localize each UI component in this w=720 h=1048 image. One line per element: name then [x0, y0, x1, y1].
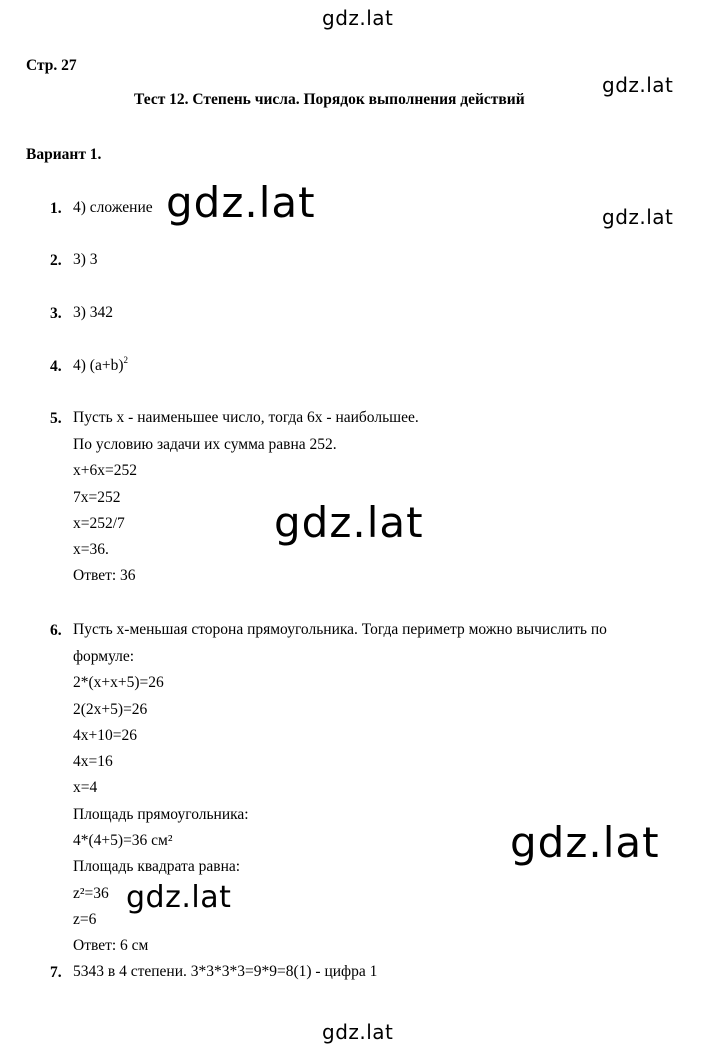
solution-5-answer: Ответ: 36 — [73, 567, 136, 584]
solution-5-line: x=36. — [73, 541, 109, 558]
solution-6-line: 4*(4+5)=36 см² — [73, 832, 173, 849]
item-number-6: 6. — [50, 622, 62, 639]
answer-4-base: 4) (a+b) — [73, 357, 124, 374]
solution-6-line: формуле: — [73, 648, 135, 665]
solution-6-line: x=4 — [73, 779, 98, 796]
solution-5-line: x+6x=252 — [73, 462, 137, 479]
solution-6-line: Пусть x-меньшая сторона прямоугольника. Тогда периметр можно вычислить по — [73, 621, 607, 638]
answer-1: 4) сложение — [73, 199, 153, 216]
watermark-right-2: gdz.lat — [602, 205, 674, 229]
answer-4 — [73, 357, 128, 375]
watermark-right-1: gdz.lat — [602, 73, 674, 97]
solution-6-line: 4x+10=26 — [73, 727, 137, 744]
answer-4-exponent: 2 — [123, 355, 128, 365]
answer-2: 3) 3 — [73, 251, 98, 268]
item-number-4: 4. — [50, 358, 62, 375]
watermark-middle-big: gdz.lat — [274, 498, 424, 547]
answer-7: 5343 в 4 степени. 3*3*3*3=9*9=8(1) - цифра 1 — [73, 963, 378, 980]
watermark-inline-big: gdz.lat — [166, 178, 316, 227]
solution-6-line: Площадь прямоугольника: — [73, 806, 249, 823]
solution-5-line: 7x=252 — [73, 489, 121, 506]
item-number-7: 7. — [50, 964, 62, 981]
page-number: Стр. 27 — [26, 57, 77, 74]
watermark-right-big: gdz.lat — [510, 818, 660, 867]
solution-6-line: z²=36 — [73, 885, 109, 902]
item-number-2: 2. — [50, 252, 62, 269]
solution-6-line: 4x=16 — [73, 753, 113, 770]
item-number-3: 3. — [50, 305, 62, 322]
solution-6-line: z=6 — [73, 911, 97, 928]
solution-6-line: Площадь квадрата равна: — [73, 858, 241, 875]
solution-6-answer: Ответ: 6 см — [73, 937, 149, 954]
item-number-1: 1. — [50, 200, 62, 217]
watermark-bottom: gdz.lat — [322, 1020, 394, 1044]
test-title: Тест 12. Степень числа. Порядок выполнения действий — [134, 91, 525, 108]
watermark-top: gdz.lat — [322, 6, 394, 30]
solution-6-line: 2(2x+5)=26 — [73, 701, 148, 718]
item-number-5: 5. — [50, 410, 62, 427]
watermark-lower-mid: gdz.lat — [126, 880, 232, 915]
solution-6-line: 2*(x+x+5)=26 — [73, 674, 164, 691]
variant-heading: Вариант 1. — [26, 146, 102, 163]
solution-5-line: По условию задачи их сумма равна 252. — [73, 436, 337, 453]
solution-5-line: x=252/7 — [73, 515, 125, 532]
solution-5-line: Пусть x - наименьшее число, тогда 6x - наибольшее. — [73, 409, 419, 426]
answer-3: 3) 342 — [73, 304, 114, 321]
